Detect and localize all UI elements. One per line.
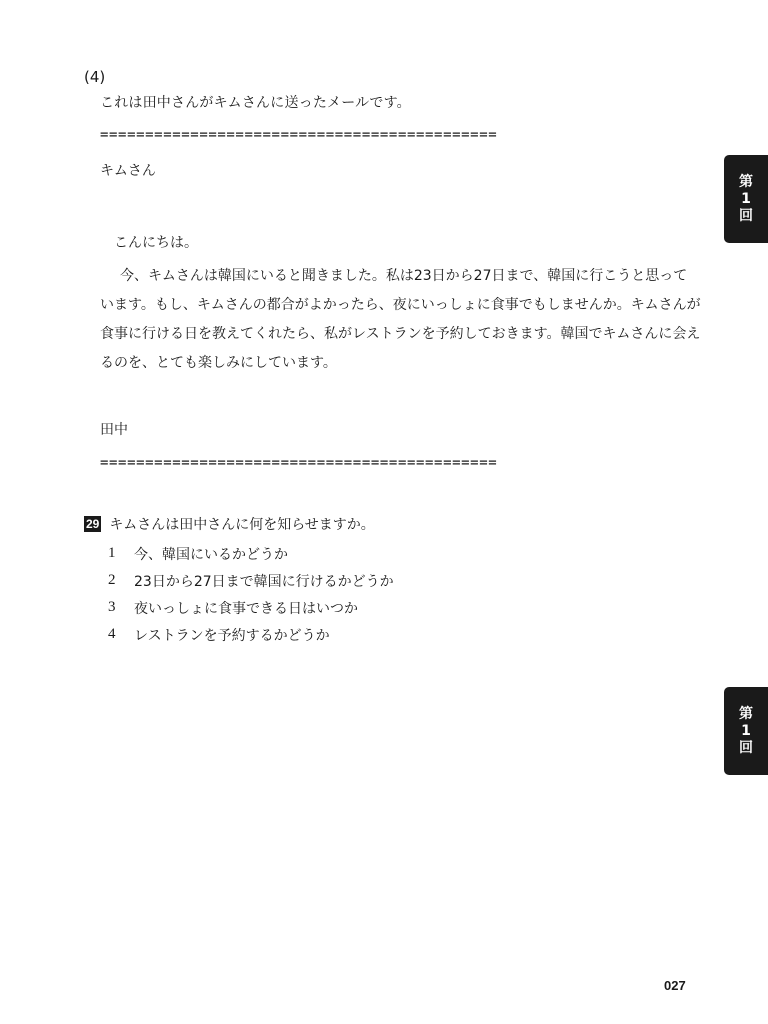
option-number: 3 — [108, 599, 116, 615]
option-text: 夜いっしょに食事できる日はいつか — [134, 600, 358, 617]
question-text: キムさんは田中さんに何を知らせますか。 — [109, 517, 375, 533]
page-number: 027 — [664, 978, 686, 993]
option-text: 23日から27日まで韓国に行けるかどうか — [134, 573, 394, 590]
option-number: 4 — [108, 626, 116, 642]
tab-char: 1 — [741, 190, 751, 207]
section-tab[interactable] — [724, 687, 768, 775]
answer-option[interactable] — [108, 567, 394, 594]
question-number: (4) — [84, 68, 106, 86]
question-29 — [84, 514, 375, 534]
email-body-line: 食事に行ける日を教えてくれたら、私がレストランを予約しておきます。韓国でキムさんに会え — [100, 326, 701, 342]
email-body-line: います。もし、キムさんの都合がよかったら、夜にいっしょに食事でもしませんか。キムさんが — [100, 297, 701, 313]
email-greeting: こんにちは。 — [114, 235, 198, 251]
tab-char: 回 — [739, 739, 753, 756]
email-divider-top: ============================================ — [100, 127, 498, 143]
option-text: 今、韓国にいるかどうか — [134, 546, 288, 563]
email-body-line: 今、キムさんは韓国にいると聞きました。私は23日から27日まで、韓国に行こうと思って — [120, 268, 688, 284]
email-body-line: るのを、とても楽しみにしています。 — [100, 355, 337, 371]
answer-option[interactable] — [108, 594, 394, 621]
tab-char: 第 — [739, 705, 753, 722]
email-body — [100, 262, 701, 378]
email-divider-bottom: ============================================ — [100, 455, 498, 471]
section-tab[interactable] — [724, 155, 768, 243]
tab-char: 1 — [741, 722, 751, 739]
option-number: 1 — [108, 545, 116, 561]
email-signature: 田中 — [100, 422, 128, 438]
tab-char: 第 — [739, 173, 753, 190]
tab-char: 回 — [739, 207, 753, 224]
answer-option[interactable] — [108, 621, 394, 648]
intro-text: これは田中さんがキムさんに送ったメールです。 — [100, 95, 411, 111]
email-addressee: キムさん — [100, 163, 156, 179]
answer-option[interactable] — [108, 540, 394, 567]
option-number: 2 — [108, 572, 116, 588]
question-number-badge: 29 — [86, 517, 100, 531]
answer-options — [108, 540, 394, 648]
option-text: レストランを予約するかどうか — [134, 627, 330, 644]
